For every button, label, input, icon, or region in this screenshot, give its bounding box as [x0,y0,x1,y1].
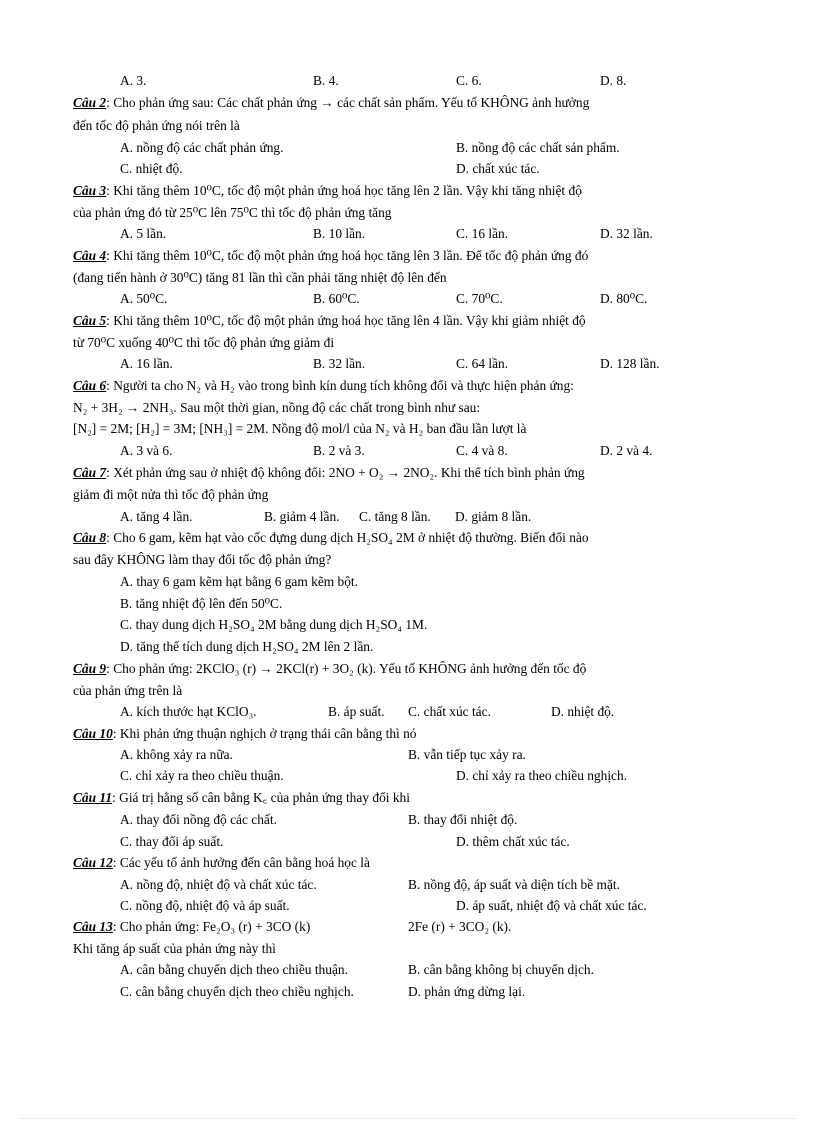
q12-option-c: C. nồng độ, nhiệt độ và áp suất. [120,898,290,913]
q11-option-b: B. thay đổi nhiệt độ. [408,812,518,827]
q4-option-b: B. 60⁰C. [313,291,360,306]
q12-stem-line-1: Câu 12: Các yếu tố ảnh hưởng đến cân bằng hoá học là [73,855,370,870]
q11-option-c: C. thay đổi áp suất. [120,834,224,849]
q2-option-a: A. nồng độ các chất phản ứng. [120,140,284,155]
q7-option-c: C. tăng 8 lần. [359,509,431,524]
q11-stem-line-1: Câu 11: Giá trị hằng số cân bằng K꜀ của phản ứng thay đổi khi [73,790,410,805]
question-label: Câu 11 [73,790,113,805]
q7-stem-line-2: giảm đi một nửa thì tốc độ phản ứng [73,487,269,502]
q2-option-b: B. nồng độ các chất sản phẩm. [456,140,620,155]
question-label: Câu 13 [73,919,113,934]
q5-stem-line-2: từ 70⁰C xuống 40⁰C thì tốc độ phản ứng giảm đi [73,335,335,350]
q13-stem-products: 2Fe (r) + 3CO₂ (k). [408,919,512,934]
q13-option-b: B. cân bằng không bị chuyển dịch. [408,962,594,977]
q12-option-a: A. nồng độ, nhiệt độ và chất xúc tác. [120,877,317,892]
q6-stem-line-2: N₂ + 3H₂ → 2NH₃. Sau một thời gian, nồng độ các chất trong bình như sau: [73,400,481,415]
q4-stem-line-1: Câu 4: Khi tăng thêm 10⁰C, tốc độ một phản ứng hoá học tăng lên 3 lần. Để tốc độ phản ứng đó [73,248,589,263]
q1-option-d: D. 8. [600,73,627,88]
q6-option-a: A. 3 và 6. [120,443,173,458]
question-label: Câu 9 [73,661,107,676]
q6-stem-line-1: Câu 6: Người ta cho N₂ và H₂ vào trong bình kín dung tích không đổi và thực hiện phản ứng: [73,378,574,393]
q6-option-b: B. 2 và 3. [313,443,365,458]
q7-option-b: B. giảm 4 lần. [264,509,340,524]
q7-stem-line-1: Câu 7: Xét phản ứng sau ở nhiệt độ không đổi: 2NO + O₂ → 2NO₂. Khi thể tích bình phản ứng [73,465,585,480]
q1-option-c: C. 6. [456,73,482,88]
q12-option-d: D. áp suất, nhiệt độ và chất xúc tác. [456,898,647,913]
q13-option-d: D. phản ứng dừng lại. [408,984,526,999]
q4-option-a: A. 50⁰C. [120,291,168,306]
q9-option-c: C. chất xúc tác. [408,704,491,719]
q5-stem-line-1: Câu 5: Khi tăng thêm 10⁰C, tốc độ một phản ứng hoá học tăng lên 4 lần. Vậy khi giảm nhiệt độ [73,313,586,328]
question-label: Câu 2 [73,95,107,110]
question-label: Câu 4 [73,248,107,263]
q2-option-d: D. chất xúc tác. [456,161,540,176]
q2-stem-line-1: Câu 2: Cho phản ứng sau: Các chất phản ứng → các chất sản phẩm. Yếu tố KHÔNG ảnh hưởng [73,95,590,110]
question-label: Câu 6 [73,378,107,393]
q9-option-a: A. kích thước hạt KClO₃. [120,704,257,719]
q3-stem-line-2: của phản ứng đó từ 25⁰C lên 75⁰C thì tốc độ phản ứng tăng [73,205,392,220]
q7-option-d: D. giảm 8 lần. [455,509,532,524]
q13-stem-line-2: Khi tăng áp suất của phản ứng này thì [73,941,276,956]
q8-option-b: B. tăng nhiệt độ lên đến 50⁰C. [120,596,283,611]
question-label: Câu 8 [73,530,107,545]
q13-stem-line-1: Câu 13: Cho phản ứng: Fe₂O₃ (r) + 3CO (k) [73,919,311,934]
question-label: Câu 5 [73,313,107,328]
q5-option-c: C. 64 lần. [456,356,509,371]
q11-option-a: A. thay đổi nồng độ các chất. [120,812,277,827]
question-label: Câu 3 [73,183,107,198]
q3-option-d: D. 32 lần. [600,226,653,241]
q5-option-d: D. 128 lần. [600,356,660,371]
q5-option-b: B. 32 lần. [313,356,366,371]
page-bottom-border [20,1118,796,1119]
q10-option-c: C. chỉ xảy ra theo chiều thuận. [120,768,284,783]
q3-option-b: B. 10 lần. [313,226,366,241]
question-label: Câu 7 [73,465,107,480]
q9-stem-line-1: Câu 9: Cho phản ứng: 2KClO₃ (r) → 2KCl(r) + 3O₂ (k). Yếu tố KHÔNG ảnh hưởng đến tốc độ [73,661,587,676]
q6-stem-line-3: [N₂] = 2M; [H₂] = 3M; [NH₃] = 2M. Nồng độ mol/l của N₂ và H₂ ban đầu lần lượt là [73,421,527,436]
q5-option-a: A. 16 lần. [120,356,173,371]
q8-option-a: A. thay 6 gam kẽm hạt bằng 6 gam kẽm bột. [120,574,359,589]
q13-option-c: C. cân bằng chuyển dịch theo chiều nghịch. [120,984,354,999]
q9-option-b: B. áp suất. [328,704,385,719]
q1-option-a: A. 3. [120,73,147,88]
q12-option-b: B. nồng độ, áp suất và diện tích bề mặt. [408,877,620,892]
q3-stem-line-1: Câu 3: Khi tăng thêm 10⁰C, tốc độ một phản ứng hoá học tăng lên 2 lần. Vậy khi tăng nhiệt độ [73,183,582,198]
q8-option-d: D. tăng thể tích dung dịch H₂SO₄ 2M lên 2 lần. [120,639,374,654]
q8-option-c: C. thay dung dịch H₂SO₄ 2M bằng dung dịch H₂SO₄ 1M. [120,617,428,632]
q2-option-c: C. nhiệt độ. [120,161,183,176]
q9-option-d: D. nhiệt độ. [551,704,615,719]
q10-stem-line-1: Câu 10: Khi phản ứng thuận nghịch ở trạng thái cân bằng thì nó [73,726,417,741]
q4-stem-line-2: (đang tiến hành ở 30⁰C) tăng 81 lần thì cần phải tăng nhiệt độ lên đến [73,270,447,285]
q1-option-b: B. 4. [313,73,339,88]
q3-option-a: A. 5 lần. [120,226,167,241]
q10-option-a: A. không xảy ra nữa. [120,747,233,762]
q3-option-c: C. 16 lần. [456,226,509,241]
q9-stem-line-2: của phản ứng trên là [73,683,183,698]
q6-option-d: D. 2 và 4. [600,443,653,458]
q11-option-d: D. thêm chất xúc tác. [456,834,570,849]
q13-option-a: A. cân bằng chuyển dịch theo chiều thuận. [120,962,348,977]
q4-option-c: C. 70⁰C. [456,291,503,306]
q7-option-a: A. tăng 4 lần. [120,509,193,524]
q2-stem-line-2: đến tốc độ phản ứng nói trên là [73,118,240,133]
q8-stem-line-1: Câu 8: Cho 6 gam, kẽm hạt vào cốc đựng dung dịch H₂SO₄ 2M ở nhiệt độ thường. Biến đổi nào [73,530,589,545]
q10-option-d: D. chỉ xảy ra theo chiều nghịch. [456,768,628,783]
q4-option-d: D. 80⁰C. [600,291,648,306]
q8-stem-line-2: sau đây KHÔNG làm thay đổi tốc độ phản ứng? [73,552,332,567]
q6-option-c: C. 4 và 8. [456,443,508,458]
q10-option-b: B. vẫn tiếp tục xảy ra. [408,747,526,762]
question-label: Câu 10 [73,726,113,741]
question-label: Câu 12 [73,855,113,870]
